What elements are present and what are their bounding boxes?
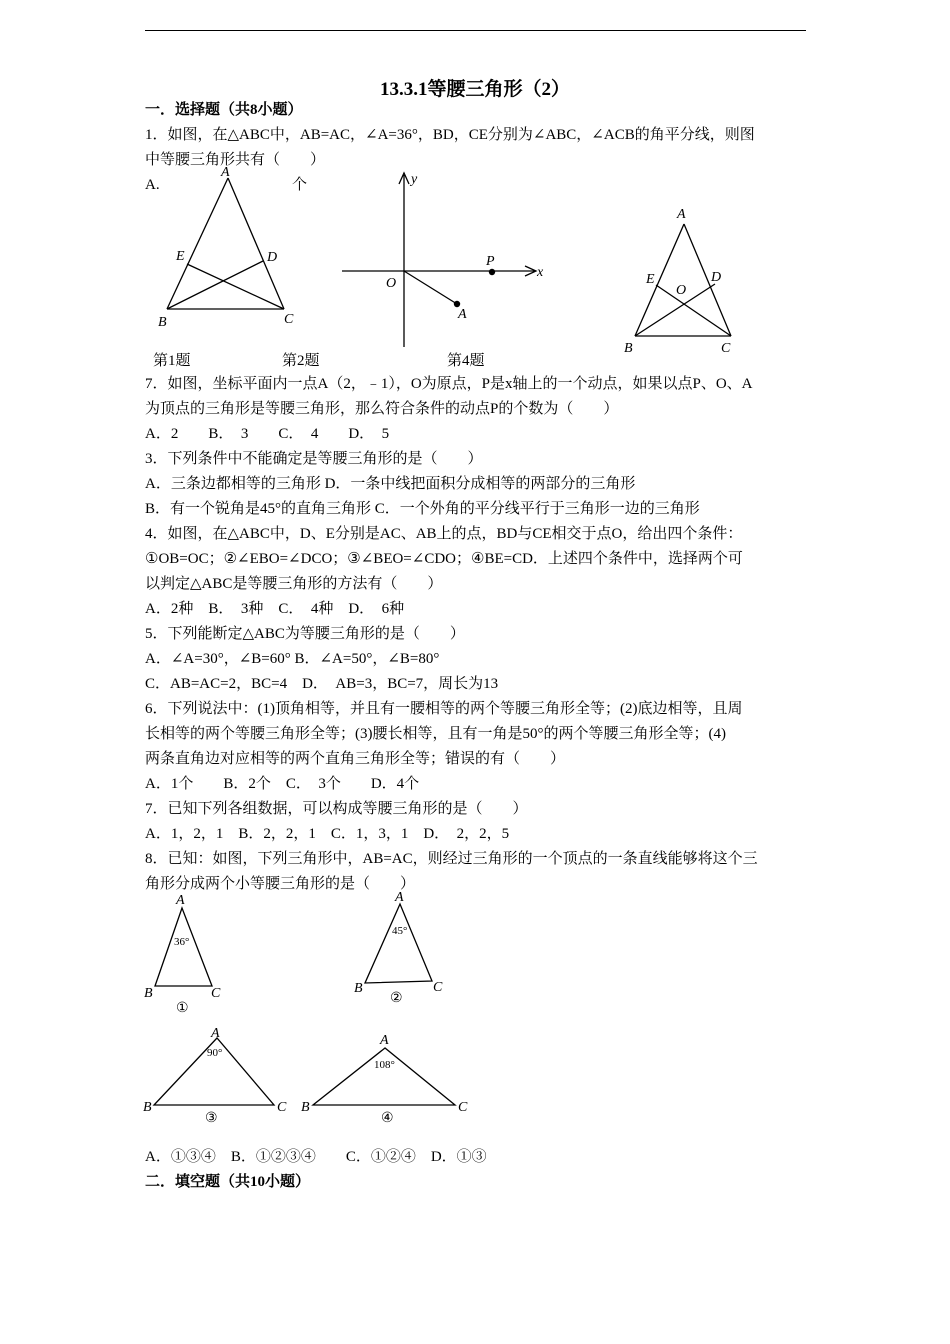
fig1-label-b: B [158,315,167,330]
figure-q4-triangle [615,200,750,358]
q8-triangle-1 [140,890,235,1020]
q6-line2: 长相等的两个等腰三角形全等；(3)腰长相等，且有一角是50°的两个等腰三角形全等；(4) [145,726,726,742]
q8t2-mark: ② [390,991,403,1006]
fig4-label-o: O [676,283,687,298]
q5-stem: 5．下列能断定△ABC为等腰三角形的是（ ） [145,626,465,642]
q8t1-angle: 36° [174,936,190,948]
q8-triangle-4 [298,1025,473,1125]
q4-line1: 4．如图，在△ABC中，D、E分别是AC、AB上的点，BD与CE相交于点O，给出四个条件： [145,526,743,542]
figure-q1-triangle [150,160,310,335]
q8-line1: 8．已知：如图，下列三角形中，AB=AC，则经过三角形的一个顶点的一条直线能够将这个三 [145,851,758,867]
q8t2-label-c: C [433,980,443,995]
q8-triangle-2 [350,888,460,1013]
q6-line1: 6．下列说法中：(1)顶角相等，并且有一腰相等的两个等腰三角形全等；(2)底边相等，且周 [145,701,743,717]
q8t3-label-a: A [211,1026,220,1041]
q8t4-label-a: A [380,1033,389,1048]
q8t1-label-b: B [144,986,153,1001]
q5-options-line2: C．AB=AC=2，BC=4 D． AB=3，BC=7，周长为13 [145,676,499,692]
fig2-origin: O [386,276,397,291]
fig4-label-b: B [624,341,633,356]
q6-line3: 两条直角边对应相等的两个直角三角形全等；错误的有（ ） [145,751,566,767]
q7a-options: A．2 B． 3 C． 4 D． 5 [145,426,390,442]
fig1-label-e: E [176,249,185,264]
q8t1-label-c: C [211,986,221,1001]
q8t4-label-b: B [301,1100,310,1115]
q1-line2: 中等腰三角形共有（ ） [145,152,326,168]
fig4-label-e: E [646,272,655,287]
fig1-label-a: A [221,165,230,180]
q1-line1: 1．如图，在△ABC中，AB=AC，∠A=36°，BD，CE分别为∠ABC，∠ACB的角平分线，则图 [145,127,755,143]
q8-options: A．①③④ B．①②③④ C．①②④ D．①③ [145,1149,487,1165]
q1-option-a: A. [145,177,160,193]
fig2-label-a: A [458,307,467,322]
q7a-line2: 为顶点的三角形是等腰三角形，那么符合条件的动点P的个数为（ ） [145,401,619,417]
q5-options-line1: A．∠A=30°，∠B=60° B．∠A=50°，∠B=80° [145,651,440,667]
q7a-line1: 7．如图，坐标平面内一点A（2，﹣1），O为原点，P是x轴上的一个动点，如果以点P、O、A [145,376,753,392]
q3-options-line1: A．三条边都相等的三角形 D．一条中线把面积分成相等的两部分的三角形 [145,476,636,492]
fig2-caption: 第2题 [282,353,320,369]
q4-line2: ①OB=OC；②∠EBO=∠DCO；③∠BEO=∠CDO；④BE=CD．上述四个条件中，选择两个可 [145,551,743,567]
q8t1-mark: ① [176,1001,189,1016]
q8t3-mark: ③ [205,1111,218,1126]
q3-options-line2: B．有一个锐角是45°的直角三角形 C．一个外角的平分线平行于三角形一边的三角形 [145,501,700,517]
figure-q2-coordinate-plane [340,165,555,350]
fig4-label-c: C [721,341,731,356]
q8t4-angle: 108° [374,1059,395,1071]
q4-line3: 以判定△ABC是等腰三角形的方法有（ ） [145,576,443,592]
section-fill-heading: 二．填空题（共10小题） [145,1174,311,1190]
q3-stem: 3．下列条件中不能确定是等腰三角形的是（ ） [145,451,483,467]
fig1-caption: 第1题 [153,353,191,369]
q4-options: A．2种 B． 3种 C． 4种 D． 6种 [145,601,405,617]
fig4-caption: 第4题 [447,353,485,369]
q8t3-label-b: B [143,1100,152,1115]
q8t3-label-c: C [277,1100,287,1115]
fig4-label-a: A [677,207,686,222]
fig1-label-c: C [284,312,294,327]
q8t4-label-c: C [458,1100,468,1115]
q8t2-angle: 45° [392,925,408,937]
q8t1-label-a: A [176,893,185,908]
q7b-options: A．1，2，1 B．2，2，1 C．1，3，1 D． 2，2，5 [145,826,510,842]
q6-options: A．1个 B．2个 C． 3个 D．4个 [145,776,420,792]
q7b-stem: 7．已知下列各组数据，可以构成等腰三角形的是（ ） [145,801,528,817]
q8-triangle-3 [140,1025,295,1125]
fig2-axis-x: x [537,265,544,280]
fig2-label-p: P [486,254,495,269]
q1-option-rest: 个 [292,177,308,193]
fig1-label-d: D [267,250,278,265]
q8t2-label-b: B [354,981,363,996]
section-choice-heading: 一．选择题（共8小题） [145,102,303,118]
fig4-label-d: D [711,270,722,285]
header-rule [145,30,806,31]
page-title: 13.3.1等腰三角形（2） [379,79,570,100]
point-p-marker [489,269,495,275]
fig2-axis-y: y [411,172,418,187]
q8-line2: 角形分成两个小等腰三角形的是（ ） [145,876,416,892]
q8t4-mark: ④ [381,1111,394,1126]
q8t2-label-a: A [395,890,404,905]
q8t3-angle: 90° [207,1047,223,1059]
